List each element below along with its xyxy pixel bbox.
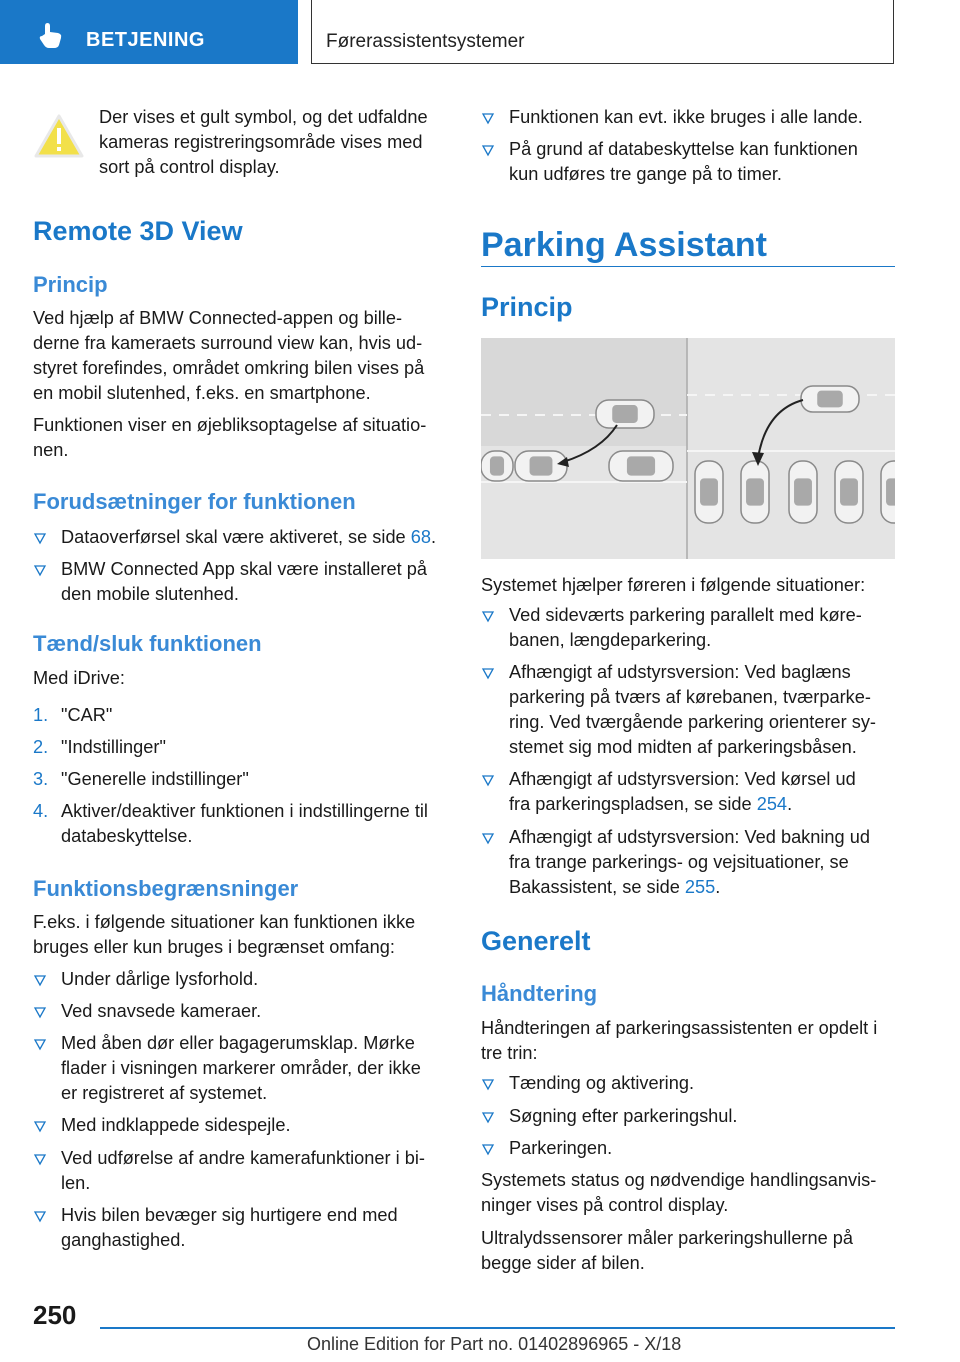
status-text <box>481 1168 901 1218</box>
step-number: 3. <box>33 769 49 789</box>
help-item-text: ring. Ved tværgående parkering orienterer sy- <box>509 712 876 732</box>
footer-rule <box>100 1327 895 1329</box>
triangle-bullet-icon <box>33 557 47 582</box>
help-item <box>481 660 901 760</box>
prereq-heading: Forudsætninger for funktionen <box>33 489 356 514</box>
parking-diagram <box>481 338 895 559</box>
car-icon <box>741 461 769 523</box>
prereq-item <box>33 525 453 550</box>
warning-text-line: Der vises et gult symbol, og det udfaldne <box>99 107 428 127</box>
limits-item-text: ganghastighed. <box>61 1230 186 1250</box>
top-item-text: Funktionen kan evt. ikke bruges i alle lande. <box>509 107 863 127</box>
limits-item-text: flader i visningen markerer områder, der ikke <box>61 1058 421 1078</box>
handling-text-line: tre trin: <box>481 1043 538 1063</box>
triangle-bullet-icon <box>481 767 495 792</box>
page-number: 250 <box>33 1300 77 1330</box>
help-item-text: Afhængigt af udstyrsversion: Ved bakning ud <box>509 827 870 847</box>
triangle-bullet-icon <box>481 660 495 685</box>
onoff-step <box>33 799 453 849</box>
triangle-bullet-icon <box>481 137 495 162</box>
onoff-step-text: "CAR" <box>61 705 113 725</box>
step-number: 2. <box>33 737 49 757</box>
triangle-bullet-icon <box>481 105 495 130</box>
warning-text-line: sort på control display. <box>99 157 280 177</box>
onoff-step-text: "Indstillinger" <box>61 737 166 757</box>
triangle-bullet-icon <box>481 1071 495 1096</box>
limits-intro-line: F.eks. i følgende situationer kan funktionen ikke <box>33 912 416 932</box>
princip-text-line: derne fra kameraets surround view kan, hvis ud- <box>33 333 423 353</box>
princip-text-line: styret forefindes, området omkring bilen vises på <box>33 358 425 378</box>
car-icon <box>695 461 723 523</box>
sensor-text <box>481 1226 901 1276</box>
triangle-bullet-icon <box>33 1203 47 1228</box>
step-number: 1. <box>33 705 49 725</box>
top-item-text: På grund af databeskyttelse kan funktionen <box>509 139 858 159</box>
help-item-text: fra parkeringspladsen, se side <box>509 794 757 814</box>
help-item-text: fra trange parkerings- og vejsituationer, se <box>509 852 849 872</box>
triangle-bullet-icon <box>481 603 495 628</box>
link-suffix: . <box>430 527 437 547</box>
triangle-bullet-icon <box>481 1104 495 1129</box>
limits-item <box>33 999 453 1024</box>
car-icon <box>596 400 654 428</box>
triangle-bullet-icon <box>33 1031 47 1056</box>
page-link[interactable]: 254 <box>756 794 788 814</box>
help-item-text: banen, længdeparkering. <box>509 630 712 650</box>
remote-3d-view-heading: Remote 3D View <box>33 216 243 246</box>
status-text-line: ninger vises på control display. <box>481 1195 729 1215</box>
top-item <box>481 137 901 187</box>
limits-item <box>33 967 453 992</box>
help-item <box>481 825 901 900</box>
parking-assistant-heading: Parking Assistant <box>481 226 767 264</box>
help-item-text: Ved sideværts parkering parallelt med køre- <box>509 605 862 625</box>
hand-pointer-icon <box>36 20 66 50</box>
limits-heading: Funktionsbegrænsninger <box>33 876 299 901</box>
triangle-bullet-icon <box>481 825 495 850</box>
triangle-bullet-icon <box>33 1113 47 1138</box>
header-tab <box>0 0 298 64</box>
onoff-step-text: databeskyttelse. <box>61 826 193 846</box>
header-section <box>311 0 894 64</box>
limits-item-text: Hvis bilen bevæger sig hurtigere end med <box>61 1205 398 1225</box>
triangle-bullet-icon <box>33 525 47 550</box>
limits-item-text: Under dårlige lysforhold. <box>61 969 259 989</box>
car-icon <box>609 451 673 481</box>
onoff-step <box>33 703 453 728</box>
princip-text-2-line: nen. <box>33 440 69 460</box>
princip-text-2-line: Funktionen viser en øjebliksoptagelse af situatio- <box>33 415 427 435</box>
handling-heading: Håndtering <box>481 981 598 1006</box>
car-icon <box>881 461 895 523</box>
triangle-bullet-icon <box>33 967 47 992</box>
princip-text <box>33 306 453 406</box>
prereq-item-text: BMW Connected App skal være installeret på <box>61 559 427 579</box>
footer-edition: Online Edition for Part no. 01402896965 - X/18 <box>307 1334 682 1354</box>
limits-item-text: er registreret af systemet. <box>61 1083 268 1103</box>
limits-item-text: Med åben dør eller bagagerumsklap. Mørke <box>61 1033 415 1053</box>
limits-intro <box>33 910 453 960</box>
generelt-heading: Generelt <box>481 926 591 956</box>
triangle-bullet-icon <box>33 999 47 1024</box>
top-item-text: kun udføres tre gange på to timer. <box>509 164 782 184</box>
page-link[interactable]: 255 <box>684 877 716 897</box>
section-title: Førerassistentsystemer <box>326 31 525 52</box>
onoff-intro: Med iDrive: <box>33 668 125 688</box>
handling-item-text: Søgning efter parkeringshul. <box>509 1106 738 1126</box>
triangle-bullet-icon <box>481 1136 495 1161</box>
limits-item-text: len. <box>61 1173 91 1193</box>
top-item <box>481 105 901 130</box>
princip-text-2 <box>33 413 453 463</box>
onoff-step-text: Aktiver/deaktiver funktionen i indstillingerne til <box>61 801 428 821</box>
sensor-text-line: begge sider af bilen. <box>481 1253 645 1273</box>
heading-rule <box>481 266 895 267</box>
page-link[interactable]: 68 <box>410 527 431 547</box>
princip-heading: Princip <box>33 272 108 297</box>
limits-item-text: Med indklappede sidespejle. <box>61 1115 291 1135</box>
parking-illustration <box>481 338 895 559</box>
car-icon <box>789 461 817 523</box>
limits-item <box>33 1203 453 1253</box>
warning-text-line: kameras registreringsområde vises med <box>99 132 423 152</box>
princip-text-line: Ved hjælp af BMW Connected-appen og bille- <box>33 308 403 328</box>
princip-text-line: en mobil slutenhed, f.eks. en smartphone. <box>33 383 371 403</box>
sensor-text-line: Ultralydssensorer måler parkeringshullerne på <box>481 1228 854 1248</box>
handling-text <box>481 1016 901 1066</box>
warning-triangle-icon <box>33 113 85 159</box>
link-suffix: . <box>787 794 793 814</box>
help-item-text: stemet sig mod midten af parkeringsbåsen. <box>509 737 857 757</box>
prereq-item-text: den mobile slutenhed. <box>61 584 239 604</box>
help-item-text: Bakassistent, se side <box>509 877 685 897</box>
help-item <box>481 767 901 817</box>
onoff-step <box>33 767 453 792</box>
onoff-heading: Tænd/sluk funktionen <box>33 631 262 656</box>
car-icon <box>515 451 567 481</box>
help-intro: Systemet hjælper føreren i følgende situationer: <box>481 575 866 595</box>
limits-item-text: Ved snavsede kameraer. <box>61 1001 262 1021</box>
handling-item-text: Tænding og aktivering. <box>509 1073 695 1093</box>
step-number: 4. <box>33 801 49 821</box>
limits-item <box>33 1031 453 1106</box>
status-text-line: Systemets status og nødvendige handlingsanvis- <box>481 1170 877 1190</box>
limits-item <box>33 1146 453 1196</box>
onoff-step-text: "Generelle indstillinger" <box>61 769 249 789</box>
limits-item-text: Ved udførelse af andre kamerafunktioner i bi- <box>61 1148 425 1168</box>
limits-intro-line: bruges eller kun bruges i begrænset omfang: <box>33 937 395 957</box>
pa-princip-heading: Princip <box>481 292 573 322</box>
limits-item <box>33 1113 453 1138</box>
handling-item-text: Parkeringen. <box>509 1138 613 1158</box>
handling-item <box>481 1104 901 1129</box>
help-item-text: parkering på tværs af kørebanen, tværparke- <box>509 687 871 707</box>
help-item-text: Afhængigt af udstyrsversion: Ved baglæns <box>509 662 851 682</box>
help-item-text: Afhængigt af udstyrsversion: Ved kørsel ud <box>509 769 856 789</box>
handling-item <box>481 1136 901 1161</box>
car-icon <box>801 386 859 412</box>
car-icon <box>835 461 863 523</box>
handling-text-line: Håndteringen af parkeringsassistenten er opdelt i <box>481 1018 878 1038</box>
car-icon <box>481 451 513 481</box>
handling-item <box>481 1071 901 1096</box>
link-suffix: . <box>715 877 721 897</box>
header-tab-label: BETJENING <box>86 29 205 51</box>
prereq-item-text: Dataoverførsel skal være aktiveret, se side <box>61 527 411 547</box>
onoff-step <box>33 735 453 760</box>
prereq-item <box>33 557 453 607</box>
triangle-bullet-icon <box>33 1146 47 1171</box>
help-item <box>481 603 901 653</box>
warning-text <box>99 105 451 180</box>
